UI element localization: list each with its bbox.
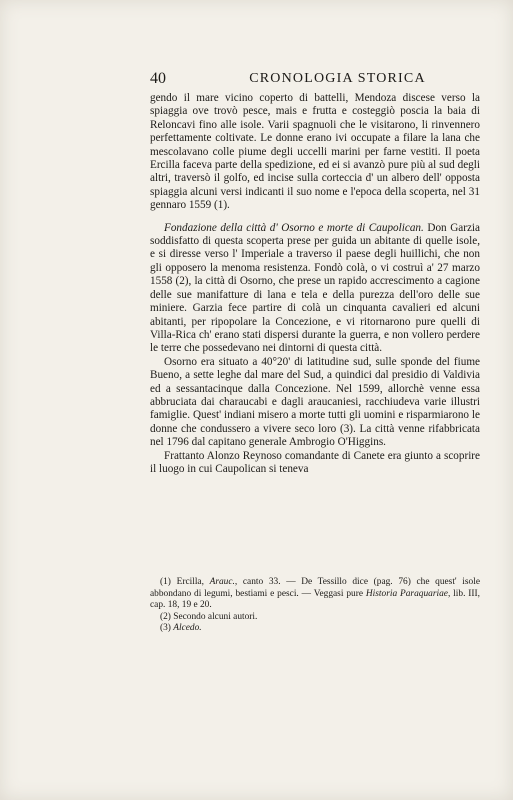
- footnote-3-source: Alcedo.: [173, 623, 202, 633]
- footnote-2: (2) Secondo alcuni autori.: [160, 611, 258, 622]
- page-header: [150, 70, 480, 90]
- running-title: CRONOLOGIA STORICA: [249, 71, 426, 86]
- page-number: 40: [150, 70, 166, 87]
- footnote-3: [150, 623, 480, 635]
- footnote-1-text: , canto 33. — De Tessillo dice (pag. 76) che quest' isole abbondano di legumi, bestiami e pesci. — Veggasi pure: [150, 577, 480, 599]
- footnote-1: [150, 577, 480, 612]
- paragraph-4: Frattanto Alonzo Reynoso comandante di Canete era giunto a scoprire il luogo in cui Caupolican si teneva: [150, 449, 480, 475]
- paragraph-1: gendo il mare vicino coperto di battelli, Mendoza discese verso la spiaggia ove trovò pesce, mais e frutta e costeggiò poscia la baia di Reloncavi fino alle isole. Varii spagnuoli che le visitarono, li rinvennero perfettamente coltivate. Le donne erano ivi occupate a filare la lana che mescolavano colle piume degli uccelli marini per farne vestiti. Il poeta Ercilla faceva parte della spedizione, ed ei si avanzò pure più al sud degli altri, traversò il golfo, ed incise sulla corteccia d' un albero dell' opposta spiaggia alcuni versi indicanti il suo nome e l'epoca della scoperta, nel 31 gennaro 1559 (1).: [150, 92, 480, 212]
- paragraph-3: Osorno era situato a 40°20' di latitudine sud, sulle sponde del fiume Bueno, a sette leghe dal mare del Sud, a quindici dal presidio di Valdivia ed a sessantacinque dalla Concezione. Nel 1599, allorchè venne essa abbruciata dai charaucabi e dagli araucaniesi, racchiudeva varie illustri famiglie. Quest' indiani misero a morte tutti gli uomini e risparmiarono le donne che condussero a vivere seco loro (3). La città venne rifabbricata nel 1796 dal capitano generale Ambrogio O'Higgins.: [150, 355, 480, 449]
- body-text: [150, 92, 480, 476]
- footnote-1-lead: (1) Ercilla,: [160, 577, 210, 587]
- footnote-1-source: Arauc.: [209, 577, 235, 587]
- paragraph-2-text: Don Garzia soddisfatto di questa scoperta prese per guida un abitante di quelle isole, e si diresse verso l' Imperiale a traverso il paese degli huillichi, che non gli opposero la menoma resistenza. Fondò colà, o vi costruì a' 27 marzo 1558 (2), la città di Osorno, che prese un rapido accrescimento a cagione delle sue manifatture di lana e tela e della purezza dell'oro delle sue miniere. Garzia fece partire di colà un cinquanta cavalieri ed alcuni abitanti, per ripopolare la Concezione, e vi ritornarono pure quelli di Villa-Rica ch' erano stati dispersi durante la guerra, e non vollero perdere le terre che possedevano nei dintorni di questa città.: [150, 221, 481, 355]
- paragraph-2: [150, 222, 480, 356]
- footnote-1-ref: , lib. III, cap. 18, 19 e 20.: [150, 588, 481, 610]
- footnotes: [150, 577, 480, 635]
- section-heading: Fondazione della città d' Osorno e morte di Caupolican.: [164, 221, 424, 234]
- footnote-3-lead: (3): [160, 623, 174, 633]
- footnote-1-work: Historia Paraquariae: [365, 588, 448, 599]
